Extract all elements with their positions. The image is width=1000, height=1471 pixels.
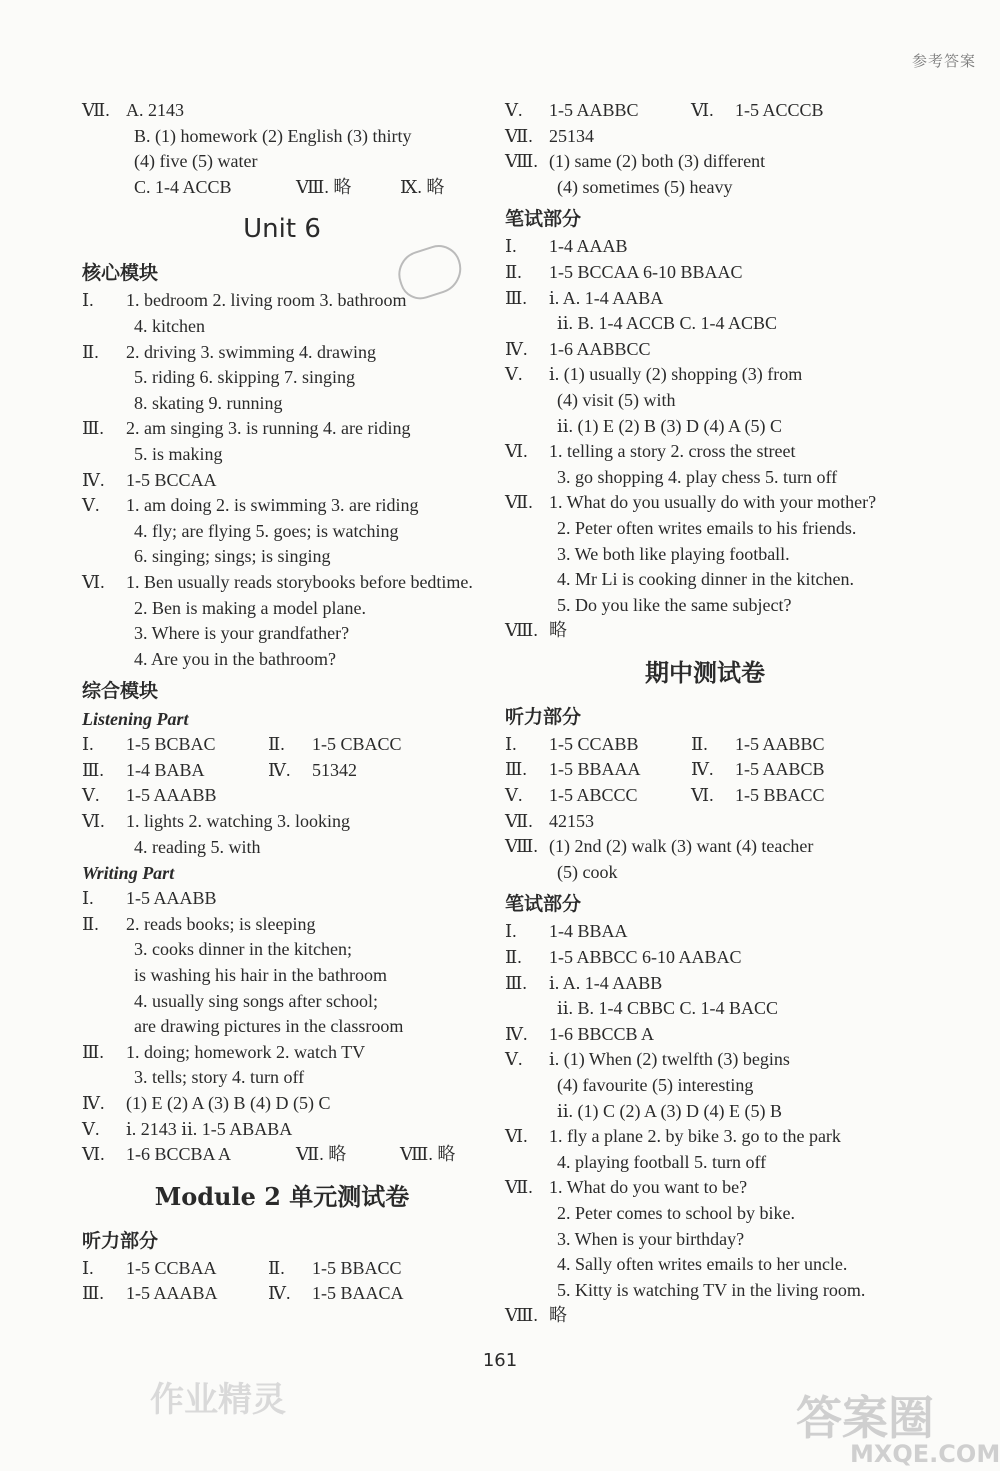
answer-text: 4. Sally often writes emails to her uncle. xyxy=(557,1254,848,1275)
answer-line xyxy=(505,516,905,542)
answer-text: 1-5 CCABB xyxy=(549,733,639,754)
answer-text: 1. fly a plane 2. by bike 3. go to the park xyxy=(549,1126,841,1147)
answer-line xyxy=(82,989,482,1015)
item-number: Ⅲ. xyxy=(82,418,104,439)
answer-text: 1-5 BCCAA xyxy=(126,469,217,490)
answer-text: 1-4 BBAA xyxy=(549,921,628,942)
item-number: Ⅶ. xyxy=(505,492,533,513)
item-number: Ⅴ. xyxy=(505,1049,523,1070)
answer-text: 1-4 AAAB xyxy=(549,236,628,257)
answer-line xyxy=(82,621,482,647)
answer-line xyxy=(82,124,482,150)
answer-line xyxy=(82,783,482,809)
section-heading: 笔试部分 xyxy=(505,893,582,916)
answer-line xyxy=(505,593,905,619)
answer-text: 51342 xyxy=(312,759,357,780)
answer-text: 1-5 BBACC xyxy=(312,1257,402,1278)
answer-line xyxy=(82,886,482,912)
watermark-text: 答案圈 xyxy=(796,1391,934,1445)
answer-line xyxy=(82,835,482,861)
item-number: Ⅴ. xyxy=(82,1118,100,1139)
item-number: Ⅴ. xyxy=(82,785,100,806)
answer-line xyxy=(505,311,905,337)
watermark-text: MXQE.COM xyxy=(850,1440,1000,1468)
answer-line xyxy=(82,1065,482,1091)
answer-line xyxy=(505,757,905,783)
answer-text: 1-5 BBAAA xyxy=(549,759,641,780)
item-number: Ⅵ. xyxy=(82,811,105,832)
item-number: Ⅵ. xyxy=(691,100,714,120)
midterm-title: 期中测试卷 xyxy=(645,657,765,687)
answer-text: 1-5 BAACA xyxy=(312,1283,404,1304)
item-number: Ⅲ. xyxy=(505,972,527,993)
answer-text: ⅰ. (1) usually (2) shopping (3) from xyxy=(549,364,803,385)
answer-text: Ⅷ. 略 xyxy=(296,176,352,197)
answer-line xyxy=(82,288,482,314)
answer-line xyxy=(505,1175,905,1201)
item-number: Ⅴ. xyxy=(505,785,523,806)
answer-text: 1. doing; homework 2. watch TV xyxy=(126,1041,366,1062)
answer-text: 1-5 AAABA xyxy=(126,1283,218,1304)
answer-line xyxy=(82,365,482,391)
answer-line xyxy=(82,570,482,596)
answer-line xyxy=(505,1099,905,1125)
item-number: Ⅰ. xyxy=(82,1257,94,1278)
answer-line xyxy=(82,647,482,673)
item-number: Ⅴ. xyxy=(505,364,523,385)
answer-text: 1. What do you usually do with your mother? xyxy=(549,492,877,513)
answer-text: 1. telling a story 2. cross the street xyxy=(549,441,796,462)
answer-line xyxy=(505,1278,905,1304)
answer-text: 1-5 BCBAC xyxy=(126,734,216,755)
answer-text: 6. singing; sings; is singing xyxy=(134,546,331,567)
answer-line xyxy=(82,1014,482,1040)
watermark-text: 作业精灵 xyxy=(150,1380,286,1420)
item-number: Ⅰ. xyxy=(82,290,94,311)
answer-line xyxy=(505,860,905,886)
answer-text: 1-5 AABCB xyxy=(735,759,825,780)
answer-line xyxy=(505,98,905,124)
answer-text: 略 xyxy=(549,1305,567,1326)
module-title: Module 2 单元测试卷 xyxy=(154,1181,410,1211)
answer-text: 1-5 CBACC xyxy=(312,734,402,755)
answer-text: 1-5 BBACC xyxy=(735,785,825,806)
answer-line xyxy=(505,1227,905,1253)
answer-list xyxy=(82,732,482,860)
item-number: Ⅱ. xyxy=(82,913,99,934)
answer-line xyxy=(82,1091,482,1117)
answer-list xyxy=(505,234,905,644)
section-heading: 听力部分 xyxy=(505,705,582,728)
item-number: Ⅲ. xyxy=(505,759,527,780)
answer-text: are drawing pictures in the classroom xyxy=(134,1016,404,1037)
item-number: Ⅶ. 略 xyxy=(296,1144,347,1165)
answer-text: Ⅸ. 略 xyxy=(400,176,445,197)
answer-text: ⅱ. B. 1-4 CBBC C. 1-4 BACC xyxy=(557,998,779,1019)
answer-line xyxy=(505,1022,905,1048)
answer-text: (4) visit (5) with xyxy=(557,389,676,410)
answer-text: 2. Ben is making a model plane. xyxy=(134,597,366,618)
answer-line xyxy=(82,1256,482,1282)
answer-line xyxy=(505,234,905,260)
answer-line xyxy=(505,809,905,835)
answer-line xyxy=(82,912,482,938)
answer-line xyxy=(82,596,482,622)
answer-line xyxy=(82,416,482,442)
answer-line xyxy=(505,1150,905,1176)
answer-line xyxy=(505,1252,905,1278)
item-number: Ⅳ. xyxy=(691,759,714,780)
answer-line xyxy=(82,493,482,519)
answer-text: 42153 xyxy=(549,810,594,831)
answer-line xyxy=(505,175,905,201)
item-number: Ⅲ. xyxy=(505,287,527,308)
answer-text: 3. cooks dinner in the kitchen; xyxy=(134,939,352,960)
item-number: Ⅱ. xyxy=(82,341,99,362)
item-number: Ⅱ. xyxy=(505,261,522,282)
answer-text: 3. tells; story 4. turn off xyxy=(134,1067,305,1088)
answer-text: 3. Where is your grandfather? xyxy=(134,623,350,644)
answer-text: 4. Are you in the bathroom? xyxy=(134,648,336,669)
subsection-heading: Listening Part xyxy=(82,709,189,730)
answer-text: 8. skating 9. running xyxy=(134,392,283,413)
item-number: Ⅰ. xyxy=(505,733,517,754)
answer-line xyxy=(505,149,905,175)
answer-text: (5) cook xyxy=(557,861,618,882)
answer-line xyxy=(505,465,905,491)
page-number: 161 xyxy=(482,1350,518,1371)
item-number: Ⅳ. xyxy=(505,1023,528,1044)
answer-line xyxy=(82,1142,482,1168)
item-number: Ⅴ. xyxy=(505,100,523,120)
subsection-heading: Writing Part xyxy=(82,863,175,884)
answer-text: 1-5 CCBAA xyxy=(126,1257,217,1278)
answer-text: 1-4 BABA xyxy=(126,759,205,780)
answer-text: Ⅷ. 略 xyxy=(400,1144,456,1165)
answer-text: 4. fly; are flying 5. goes; is watching xyxy=(134,520,399,541)
answer-text: 1-5 ABBCC 6-10 AABAC xyxy=(549,947,742,968)
answer-text: (1) E (2) A (3) B (4) D (5) C xyxy=(126,1093,331,1113)
answer-text: A. 2143 xyxy=(126,100,184,120)
answer-text: 4. reading 5. with xyxy=(134,836,261,857)
answer-line xyxy=(505,1047,905,1073)
answer-text: 1. What do you want to be? xyxy=(549,1177,748,1198)
answer-text: 5. Kitty is watching TV in the living room. xyxy=(557,1279,866,1300)
item-number: Ⅵ. xyxy=(505,1126,528,1147)
answer-text: ⅰ. A. 1-4 AABA xyxy=(549,287,664,308)
answer-line xyxy=(82,391,482,417)
answer-line xyxy=(82,758,482,784)
section-heading: 综合模块 xyxy=(82,680,159,703)
item-number: Ⅴ. xyxy=(82,495,100,516)
answer-text: 25134 xyxy=(549,125,594,146)
answer-text: 1-5 AABBC xyxy=(549,100,639,120)
answer-line xyxy=(82,175,482,201)
answer-text: 1. Ben usually reads storybooks before bedtime. xyxy=(126,571,473,592)
item-number: Ⅲ. xyxy=(82,1283,104,1304)
answer-text: 5. is making xyxy=(134,443,223,464)
answer-text: 1. am doing 2. is swimming 3. are riding xyxy=(126,495,419,516)
answer-list xyxy=(82,1256,482,1307)
answer-line xyxy=(82,149,482,175)
item-number: Ⅳ. xyxy=(268,759,291,780)
answer-text: (4) sometimes (5) heavy xyxy=(557,176,733,197)
answer-line xyxy=(505,618,905,644)
answer-text: 4. playing football 5. turn off xyxy=(557,1151,767,1172)
answer-text: 1-5 AAABB xyxy=(126,785,217,806)
section-heading: 核心模块 xyxy=(82,262,159,285)
page-header: 参考答案 xyxy=(911,52,976,70)
answer-line xyxy=(505,124,905,150)
answer-text: 1-5 AABBC xyxy=(735,733,825,754)
item-number: Ⅱ. xyxy=(691,733,708,754)
answer-list xyxy=(505,98,905,200)
answer-line xyxy=(82,963,482,989)
answer-line xyxy=(505,337,905,363)
answer-line xyxy=(505,834,905,860)
item-number: Ⅳ. xyxy=(82,1093,105,1113)
item-number: Ⅰ. xyxy=(82,888,94,909)
answer-line xyxy=(82,544,482,570)
item-number: Ⅳ. xyxy=(82,469,105,490)
right-column xyxy=(505,98,905,1329)
item-number: Ⅳ. xyxy=(505,338,528,359)
item-number: Ⅳ. xyxy=(268,1283,291,1304)
answer-line xyxy=(505,414,905,440)
answer-list xyxy=(82,886,482,1168)
answer-text: 1-5 ACCCB xyxy=(735,100,824,120)
answer-line xyxy=(82,1040,482,1066)
answer-line xyxy=(82,519,482,545)
item-number: Ⅵ. xyxy=(505,441,528,462)
answer-line xyxy=(505,1201,905,1227)
answer-list xyxy=(505,919,905,1329)
answer-text: 4. Mr Li is cooking dinner in the kitchen. xyxy=(557,569,854,590)
item-number: Ⅶ. xyxy=(82,100,110,120)
answer-line xyxy=(505,388,905,414)
item-number: Ⅰ. xyxy=(82,734,94,755)
answer-text: (4) five (5) water xyxy=(134,151,258,172)
answer-text: 5. Do you like the same subject? xyxy=(557,594,792,615)
item-number: Ⅷ. xyxy=(505,151,538,172)
answer-text: 1-5 AAABB xyxy=(126,888,217,909)
answer-line xyxy=(505,567,905,593)
item-number: Ⅰ. xyxy=(505,921,517,942)
answer-text: 3. go shopping 4. play chess 5. turn off xyxy=(557,466,838,487)
answer-line xyxy=(82,340,482,366)
item-number: Ⅶ. xyxy=(505,810,533,831)
answer-line xyxy=(505,286,905,312)
answer-line xyxy=(82,1117,482,1143)
answer-text: 2. driving 3. swimming 4. drawing xyxy=(126,341,376,362)
answer-line xyxy=(505,732,905,758)
answer-line xyxy=(505,1124,905,1150)
answer-text: 3. We both like playing football. xyxy=(557,543,790,564)
answer-text: (4) favourite (5) interesting xyxy=(557,1075,754,1095)
item-number: Ⅲ. xyxy=(82,759,104,780)
answer-line xyxy=(82,937,482,963)
item-number: Ⅱ. xyxy=(268,1257,285,1278)
answer-line xyxy=(82,732,482,758)
answer-line xyxy=(82,98,482,124)
answer-list xyxy=(505,732,905,886)
answer-line xyxy=(82,809,482,835)
answer-text: 4. usually sing songs after school; xyxy=(134,990,378,1011)
item-number: Ⅶ. xyxy=(505,125,533,146)
answer-text: 1-6 BBCCB A xyxy=(549,1023,655,1044)
answer-text: 2. reads books; is sleeping xyxy=(126,913,316,934)
answer-line xyxy=(82,1281,482,1307)
answer-line xyxy=(505,490,905,516)
answer-text: 3. When is your birthday? xyxy=(557,1228,745,1249)
answer-line xyxy=(505,260,905,286)
answer-text: 5. riding 6. skipping 7. singing xyxy=(134,367,356,388)
answer-text: 1-6 BCCBA A xyxy=(126,1144,232,1165)
answer-line xyxy=(505,439,905,465)
answer-text: is washing his hair in the bathroom xyxy=(134,965,387,986)
answer-line xyxy=(505,945,905,971)
answer-text: 2. Peter often writes emails to his friends. xyxy=(557,517,857,538)
answer-text: ⅱ. (1) C (2) A (3) D (4) E (5) B xyxy=(557,1100,782,1121)
item-number: Ⅷ. xyxy=(505,620,538,641)
answer-text: 略 xyxy=(549,620,567,641)
answer-line xyxy=(505,783,905,809)
answer-line xyxy=(505,1303,905,1329)
answer-line xyxy=(505,971,905,997)
answer-line xyxy=(505,1073,905,1099)
answer-list xyxy=(82,98,482,200)
unit-title: Unit 6 xyxy=(243,214,321,245)
answer-line xyxy=(505,919,905,945)
answer-text: 2. Peter comes to school by bike. xyxy=(557,1202,795,1223)
answer-text: 2. am singing 3. is running 4. are riding xyxy=(126,418,411,439)
answer-text: 1. lights 2. watching 3. looking xyxy=(126,811,350,832)
answer-list xyxy=(82,288,482,672)
answer-text: C. 1-4 ACCB xyxy=(134,176,232,197)
answer-line xyxy=(505,996,905,1022)
item-number: Ⅰ. xyxy=(505,236,517,257)
answer-text: ⅱ. (1) E (2) B (3) D (4) A (5) C xyxy=(557,415,782,436)
section-heading: 听力部分 xyxy=(82,1229,159,1252)
answer-line xyxy=(505,362,905,388)
item-number: Ⅶ. xyxy=(505,1177,533,1198)
left-column xyxy=(82,98,482,1307)
answer-text: ⅰ. 2143 ⅱ. 1-5 ABABA xyxy=(126,1118,293,1139)
section-heading: 笔试部分 xyxy=(505,208,582,231)
answer-text: 1-5 ABCCC xyxy=(549,785,638,806)
item-number: Ⅷ. xyxy=(505,1305,538,1326)
answer-text: 1-5 BCCAA 6-10 BBAAC xyxy=(549,261,743,282)
answer-text: (1) 2nd (2) walk (3) want (4) teacher xyxy=(549,836,814,857)
item-number: Ⅱ. xyxy=(505,947,522,968)
answer-line xyxy=(505,542,905,568)
answer-text: 4. kitchen xyxy=(134,315,205,336)
answer-text: 1-6 AABBCC xyxy=(549,338,651,359)
answer-line xyxy=(82,442,482,468)
answer-line xyxy=(82,468,482,494)
answer-text: ⅰ. (1) When (2) twelfth (3) begins xyxy=(549,1049,790,1070)
answer-text: B. (1) homework (2) English (3) thirty xyxy=(134,125,412,146)
item-number: Ⅵ. xyxy=(691,785,714,806)
answer-line xyxy=(82,314,482,340)
answer-text: ⅰ. A. 1-4 AABB xyxy=(549,972,663,993)
answer-text: (1) same (2) both (3) different xyxy=(549,151,766,172)
item-number: Ⅷ. xyxy=(505,836,538,857)
answer-text: 1. bedroom 2. living room 3. bathroom xyxy=(126,290,407,311)
item-number: Ⅵ. xyxy=(82,1144,105,1165)
item-number: Ⅵ. xyxy=(82,571,105,592)
item-number: Ⅱ. xyxy=(268,734,285,755)
item-number: Ⅲ. xyxy=(82,1041,104,1062)
answer-text: ⅱ. B. 1-4 ACCB C. 1-4 ACBC xyxy=(557,313,778,334)
